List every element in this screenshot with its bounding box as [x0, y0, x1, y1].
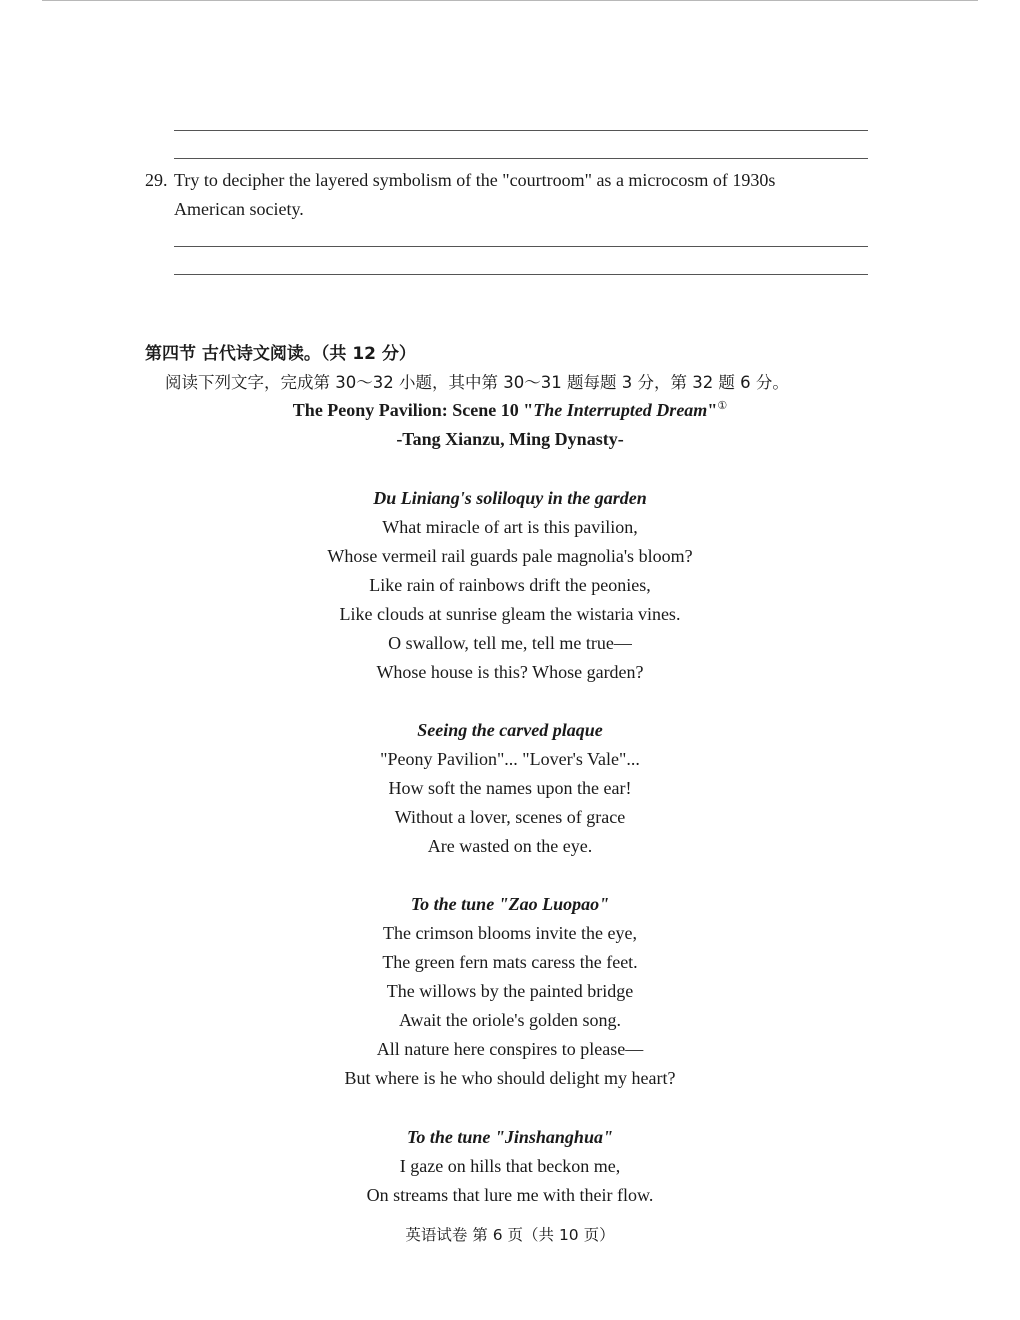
answer-line[interactable] — [174, 158, 868, 159]
poem-author: -Tang Xianzu, Ming Dynasty- — [396, 429, 624, 449]
stanza-heading: To the tune "Jinshanghua" — [407, 1127, 613, 1147]
poem-line: Like rain of rainbows drift the peonies, — [369, 575, 651, 595]
poem-line: Like clouds at sunrise gleam the wistaria vines. — [339, 604, 681, 624]
stanza-heading: To the tune "Zao Luopao" — [410, 894, 610, 914]
question-number: 29. — [145, 170, 168, 190]
poem-title-prefix: The Peony Pavilion: Scene 10 " — [292, 400, 534, 420]
question-29 — [145, 166, 845, 224]
stanza-heading: Du Liniang's soliloquy in the garden — [373, 488, 647, 508]
poem-line: On streams that lure me with their flow. — [366, 1185, 654, 1205]
answer-line[interactable] — [174, 246, 868, 247]
stanza — [160, 1123, 860, 1210]
poem-title-italic: The Interrupted Dream — [533, 400, 708, 420]
footnote-mark: ① — [717, 400, 728, 412]
poem-line: How soft the names upon the ear! — [388, 778, 632, 798]
poem-line: O swallow, tell me, tell me true— — [388, 633, 632, 653]
section-heading: 第四节 古代诗文阅读。（共 12 分） — [145, 344, 416, 364]
stanza — [160, 890, 860, 1093]
poem-title-suffix: " — [707, 400, 718, 420]
answer-line[interactable] — [174, 274, 868, 275]
poem-line: Await the oriole's golden song. — [398, 1010, 622, 1030]
poem-line: Are wasted on the eye. — [427, 836, 593, 856]
question-text: Try to decipher the layered symbolism of the "courtroom" as a microcosm of 1930s American society. — [174, 170, 776, 219]
poem-line: Whose vermeil rail guards pale magnolia's bloom? — [327, 546, 693, 566]
answer-line[interactable] — [174, 130, 868, 131]
poem-line: But where is he who should delight my heart? — [344, 1068, 676, 1088]
section-instruction: 阅读下列文字，完成第 30～32 小题，其中第 30～31 题每题 3 分，第 32 题 6 分。 — [165, 373, 789, 392]
poem-line: All nature here conspires to please— — [376, 1039, 644, 1059]
poem-line: Whose house is this? Whose garden? — [376, 662, 644, 682]
poem-line: The willows by the painted bridge — [386, 981, 634, 1001]
poem-line: The green fern mats caress the feet. — [382, 952, 638, 972]
stanza — [160, 484, 860, 687]
top-rule — [42, 0, 978, 1]
poem-line: "Peony Pavilion"... "Lover's Vale"... — [380, 749, 640, 769]
poem-line: Without a lover, scenes of grace — [394, 807, 626, 827]
poem-title — [160, 399, 860, 421]
page-footer: 英语试卷 第 6 页（共 10 页） — [405, 1226, 615, 1244]
poem-line: What miracle of art is this pavilion, — [382, 517, 638, 537]
stanza-heading: Seeing the carved plaque — [417, 720, 603, 740]
poem-line: The crimson blooms invite the eye, — [383, 923, 637, 943]
poem-line: I gaze on hills that beckon me, — [399, 1156, 621, 1176]
stanza — [160, 716, 860, 861]
